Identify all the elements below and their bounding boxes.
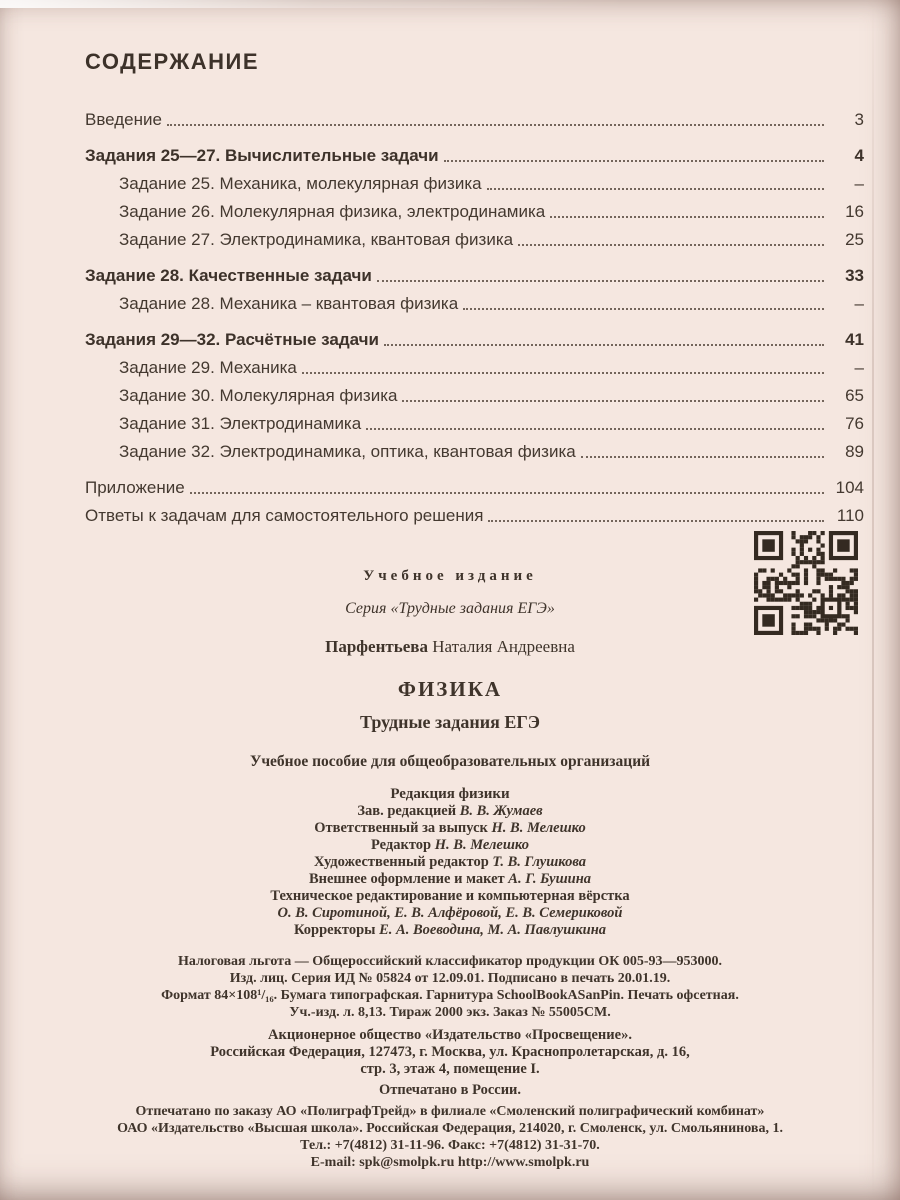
toc-page-number: 65: [845, 386, 864, 405]
imprint-line: Налоговая льгота — Общероссийский классификатор продукции ОК 005-93—953000.: [177, 954, 723, 969]
imprint-block: [70, 953, 830, 1021]
toc-row: [85, 472, 864, 500]
toc-row: [85, 196, 864, 224]
qr-code: [754, 531, 858, 635]
staff-role: Художественный редактор: [314, 854, 493, 870]
staff-name: А. Г. Бушина: [508, 871, 592, 887]
toc-page-number: 41: [845, 330, 864, 349]
toc-row: [85, 168, 864, 196]
staff-line: [70, 854, 830, 871]
printer-block: [70, 1103, 830, 1171]
toc-entry-label: Задание 28. Качественные задачи: [85, 266, 372, 285]
printer-line: E-mail: spk@smolpk.ru http://www.smolpk.ru: [310, 1155, 590, 1170]
toc-entry-label: Ответы к задачам для самостоятельного решения: [85, 506, 484, 525]
staff-line: [70, 871, 830, 888]
imprint-line: Формат 84×108¹/₁₆. Бумага типографская. Гарнитура SchoolBookASanPin. Печать офсетная.: [161, 988, 739, 1003]
toc-leader-dots: [488, 520, 824, 522]
staff-name: Е. А. Воеводина, М. А. Павлушкина: [379, 922, 607, 938]
toc-page-number: –: [854, 358, 864, 377]
toc-row: [85, 260, 864, 288]
author-first-patronymic: Наталия Андреевна: [427, 637, 575, 656]
toc-page-number: 25: [845, 230, 864, 249]
staff-role: Зав. редакцией: [357, 803, 460, 819]
toc-leader-dots: [302, 372, 824, 374]
toc-section: [85, 48, 864, 528]
staff-line: [70, 905, 830, 922]
toc-leader-dots: [444, 160, 824, 162]
book-title: ФИЗИКА: [397, 677, 503, 701]
staff-role: Внешнее оформление и макет: [308, 871, 509, 887]
publisher-line: стр. 3, этаж 4, помещение I.: [360, 1061, 540, 1077]
publisher-line: Акционерное общество «Издательство «Просвещение».: [268, 1027, 632, 1043]
toc-row: [85, 352, 864, 380]
publisher-line: Российская Федерация, 127473, г. Москва, ул. Краснопролетарская, д. 16,: [210, 1044, 690, 1060]
staff-role: Техническое редактирование и компьютерная вёрстка: [270, 888, 630, 904]
book-subtitle: Трудные задания ЕГЭ: [360, 712, 540, 732]
toc-page-number: 76: [845, 414, 864, 433]
toc-row: [85, 288, 864, 316]
toc-entry-label: Задание 27. Электродинамика, квантовая физика: [119, 230, 514, 249]
staff-line: [70, 820, 830, 837]
toc-row: [85, 380, 864, 408]
colophon-section: [70, 560, 830, 1171]
toc-entry-label: Задание 30. Молекулярная физика: [119, 386, 398, 405]
toc-page-number: 33: [845, 266, 864, 285]
toc-row: [85, 104, 864, 132]
toc-row: [85, 500, 864, 528]
toc-leader-dots: [402, 400, 824, 402]
staff-name: Н. В. Мелешко: [491, 820, 586, 836]
toc-leader-dots: [518, 244, 824, 246]
toc-page-number: 110: [836, 506, 864, 525]
toc-entry-label: Задания 29—32. Расчётные задачи: [85, 330, 379, 349]
toc-row: [85, 408, 864, 436]
staff-heading: Редакция физики: [390, 786, 510, 802]
toc-leader-dots: [581, 456, 824, 458]
toc-page-number: –: [854, 174, 864, 193]
staff-role: Ответственный за выпуск: [314, 820, 492, 836]
toc-leader-dots: [463, 308, 824, 310]
toc-leader-dots: [377, 280, 824, 282]
staff-line: [70, 803, 830, 820]
author-last-name: Парфентьева: [325, 637, 428, 656]
toc-page-number: 104: [835, 478, 864, 497]
toc-page-number: 3: [854, 110, 864, 129]
author-name: [70, 636, 830, 658]
toc-row: [85, 436, 864, 464]
toc-entry-label: Введение: [85, 110, 162, 129]
toc-row: [85, 324, 864, 352]
staff-line: [70, 888, 830, 905]
toc-row: [85, 224, 864, 252]
staff-name: О. В. Сиротиной, Е. В. Алфёровой, Е. В. Семериковой: [277, 905, 623, 921]
toc-entry-label: Задания 25—27. Вычислительные задачи: [85, 146, 439, 165]
toc-title: СОДЕРЖАНИЕ: [85, 49, 260, 74]
toc-entry-label: Приложение: [85, 478, 185, 497]
printer-line: Тел.: +7(4812) 31-11-96. Факс: +7(4812) 31-31-70.: [300, 1138, 600, 1153]
toc-page-number: –: [854, 294, 864, 313]
toc-page-number: 16: [845, 202, 864, 221]
imprint-line: Изд. лиц. Серия ИД № 05824 от 12.09.01. Подписано в печать 20.01.19.: [229, 971, 671, 986]
toc-row: [85, 140, 864, 168]
staff-line: [70, 922, 830, 939]
publisher-block: [70, 1027, 830, 1078]
toc-leader-dots: [190, 492, 824, 494]
staff-name: Н. В. Мелешко: [434, 837, 529, 853]
staff-role: Корректоры: [293, 922, 380, 938]
toc-page-number: 4: [854, 146, 864, 165]
toc-entry-label: Задание 31. Электродинамика: [119, 414, 362, 433]
toc-page-number: 89: [845, 442, 864, 461]
toc-leader-dots: [487, 188, 824, 190]
qr-code-image: [754, 531, 858, 635]
toc-entry-label: Задание 29. Механика: [119, 358, 297, 377]
toc-leader-dots: [366, 428, 824, 430]
toc-entry-label: Задание 25. Механика, молекулярная физика: [119, 174, 482, 193]
printed-in-line: Отпечатано в России.: [378, 1082, 522, 1098]
staff-role: Редактор: [371, 837, 435, 853]
toc-leader-dots: [550, 216, 824, 218]
toc-entry-label: Задание 28. Механика – квантовая физика: [119, 294, 459, 313]
audience-line: Учебное пособие для общеобразовательных организаций: [249, 753, 651, 770]
edition-type: Учебное издание: [363, 568, 537, 584]
printer-line: Отпечатано по заказу АО «ПолиграфТрейд» в филиале «Смоленский полиграфический комбинат»: [135, 1104, 765, 1119]
staff-line: [70, 837, 830, 854]
toc-entry-label: Задание 26. Молекулярная физика, электродинамика: [119, 202, 546, 221]
imprint-line: Уч.-изд. л. 8,13. Тираж 2000 экз. Заказ № 55005СМ.: [289, 1005, 611, 1020]
staff-name: Т. В. Глушкова: [492, 854, 586, 870]
toc-entry-label: Задание 32. Электродинамика, оптика, квантовая физика: [119, 442, 576, 461]
staff-name: В. В. Жумаев: [459, 803, 543, 819]
toc-leader-dots: [384, 344, 824, 346]
printer-line: ОАО «Издательство «Высшая школа». Российская Федерация, 214020, г. Смоленск, ул. Смольянинова, 1.: [117, 1121, 783, 1136]
series-title: Серия «Трудные задания ЕГЭ»: [345, 600, 555, 617]
toc-leader-dots: [167, 124, 824, 126]
